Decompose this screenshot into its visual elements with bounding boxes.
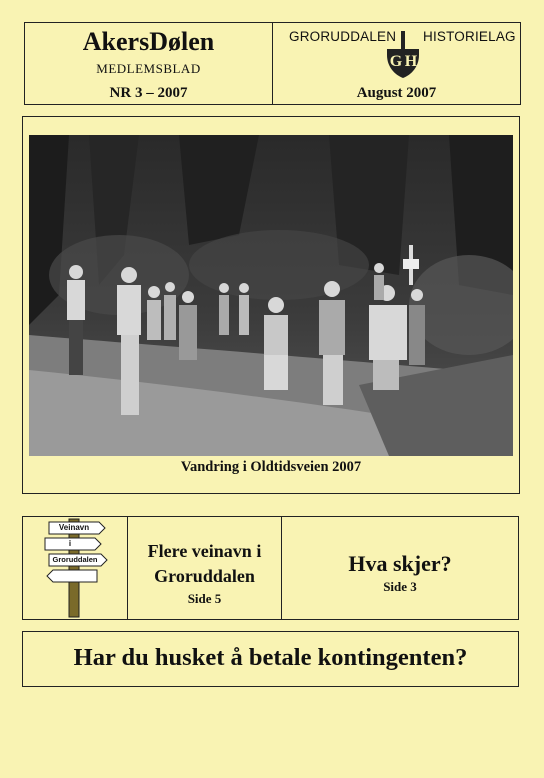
feature-title-line2: Groruddalen	[154, 566, 255, 586]
feature-page-ref: Side 5	[187, 591, 222, 606]
membership-fee-banner	[22, 631, 519, 687]
issue-number: NR 3 – 2007	[109, 85, 188, 101]
feature-events	[282, 516, 519, 620]
cover-photo-frame	[22, 116, 520, 494]
magazine-subtitle: MEDLEMSBLAD	[96, 61, 201, 76]
sign-label-3: Groruddalen	[52, 555, 98, 564]
sign-label-2: i	[68, 539, 72, 548]
svg-text:G: G	[389, 53, 403, 70]
svg-text:H: H	[404, 53, 418, 70]
signpost-illustration	[22, 516, 128, 620]
org-name-right: HISTORIELAG	[423, 29, 516, 44]
photo-caption: Vandring i Oldtidsveien 2007	[180, 459, 362, 475]
feature-street-names	[128, 516, 282, 620]
organization-header	[273, 22, 521, 105]
issue-date: August 2007	[356, 85, 437, 101]
feature-title-line1: Flere veinavn i	[147, 541, 262, 561]
masthead	[24, 22, 273, 105]
magazine-title: AkersDølen	[82, 27, 215, 56]
gh-cross-shield-logo-icon	[381, 31, 425, 79]
events-title: Hva skjer?	[348, 551, 452, 576]
sign-label-1: Veinavn	[58, 523, 90, 532]
org-name-left: GRORUDDALEN	[289, 29, 397, 44]
events-page-ref: Side 3	[383, 579, 417, 594]
cover-photo	[29, 135, 513, 456]
banner-text: Har du husket å betale kontingenten?	[73, 644, 468, 671]
